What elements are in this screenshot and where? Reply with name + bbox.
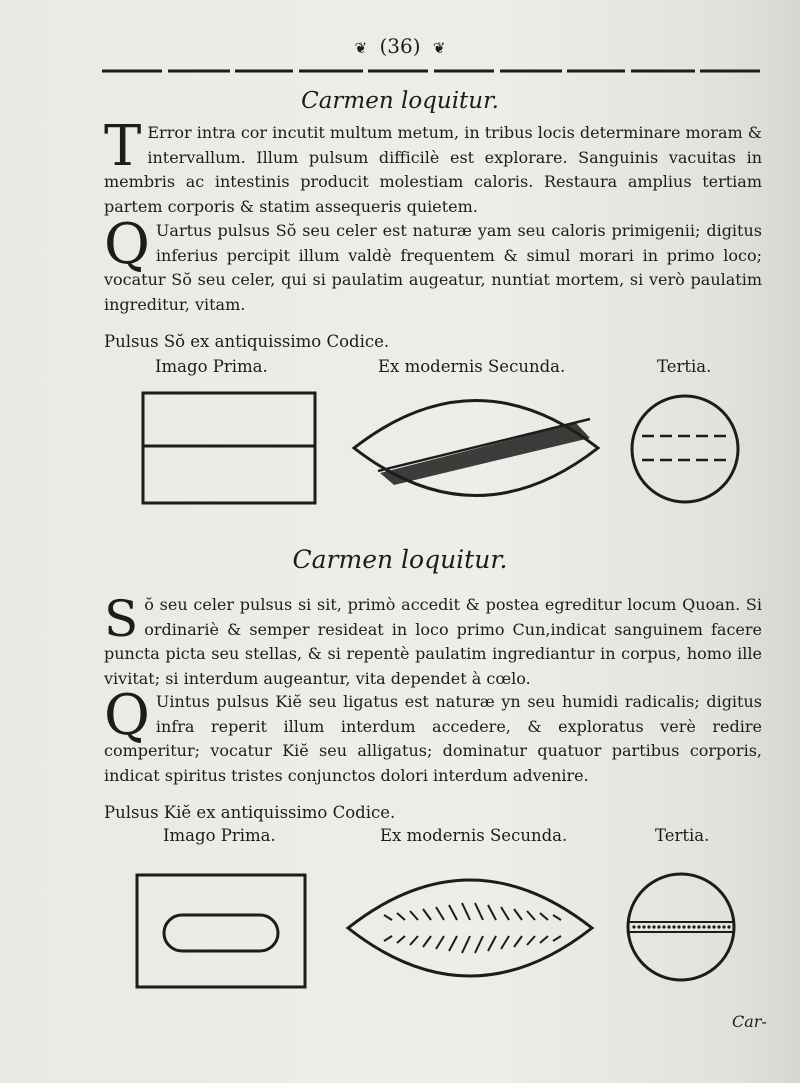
section1-caption: Pulsus Sŏ ex antiquissimo Codice. xyxy=(104,332,390,351)
ornament-left: ❦ xyxy=(354,39,368,57)
catchword: Car- xyxy=(732,1012,767,1031)
page-header xyxy=(0,34,800,58)
header-rule xyxy=(102,68,762,75)
section2-title: Carmen loquitur. xyxy=(292,545,508,574)
section1-title: Carmen loquitur. xyxy=(301,88,499,114)
figure-rectangle-capsule xyxy=(134,872,308,990)
dropcap: Q xyxy=(104,683,150,748)
dropcap: Q xyxy=(104,212,150,277)
ornament-right: ❦ xyxy=(432,39,446,57)
label-imago-prima: Imago Prima. xyxy=(163,826,276,845)
page-number: (36) xyxy=(379,34,421,58)
label-tertia: Tertia. xyxy=(657,357,712,376)
section2-caption: Pulsus Kiĕ ex antiquissimo Codice. xyxy=(104,803,396,822)
section1-paragraph2 xyxy=(104,212,762,317)
label-secunda: Ex modernis Secunda. xyxy=(380,826,568,845)
figure-rectangle-divided xyxy=(140,390,320,506)
figure-lens-herringbone xyxy=(344,872,596,984)
figure-circle-dashed xyxy=(626,392,744,506)
paragraph-text: Uintus pulsus Kiĕ seu ligatus est naturæ yn seu humidi radicalis; digitus infra reperit illum interdum accedere, & exploratus verè redire comperitur; vocatur Kiĕ seu alligatus; dominatur quatuor partibus corporis, indicat spiritus tristes conjunctos dolori interdum advenire. xyxy=(104,692,762,785)
paragraph-text: ŏ seu celer pulsus si sit, primò accedit & postea egreditur locum Quoan. Si ordinariè & semper resideat in loco primo Cun,indicat sanguinem facere puncta picta seu stellas, & si repentè paulatim ingrediantur in corpus, homo ille vivitat; si interdum augeantur, vita dependet à cœlo. xyxy=(104,595,762,688)
figure-circle-beaded xyxy=(622,870,740,984)
label-imago-prima: Imago Prima. xyxy=(155,357,268,376)
paragraph-text: Uartus pulsus Sŏ seu celer est naturæ yam seu caloris primigenii; digitus inferius percipit illum valdè frequentem & simul morari in primo loco; vocatur Sŏ seu celer, qui si paulatim augeatur, nuntiat mortem, si verò paulatim ingreditur, vitam. xyxy=(104,221,762,314)
label-secunda: Ex modernis Secunda. xyxy=(378,357,566,376)
label-tertia: Tertia. xyxy=(655,826,710,845)
paragraph-text: Error intra cor incutit multum metum, in tribus locis determinare moram & intervallum. Illum pulsum difficilè est explorare. Sanguinis vacuitas in membris ac intestinis producit molestiam caloris. Restaura amplius tertiam partem corporis & statim assequeris quietem. xyxy=(104,123,762,216)
dropcap: S xyxy=(104,590,139,648)
section2-paragraph1 xyxy=(104,590,762,691)
section2-paragraph2 xyxy=(104,683,762,788)
section1-paragraph1 xyxy=(104,114,762,219)
dropcap: T xyxy=(104,114,142,179)
figure-lens-hatched xyxy=(350,393,602,503)
